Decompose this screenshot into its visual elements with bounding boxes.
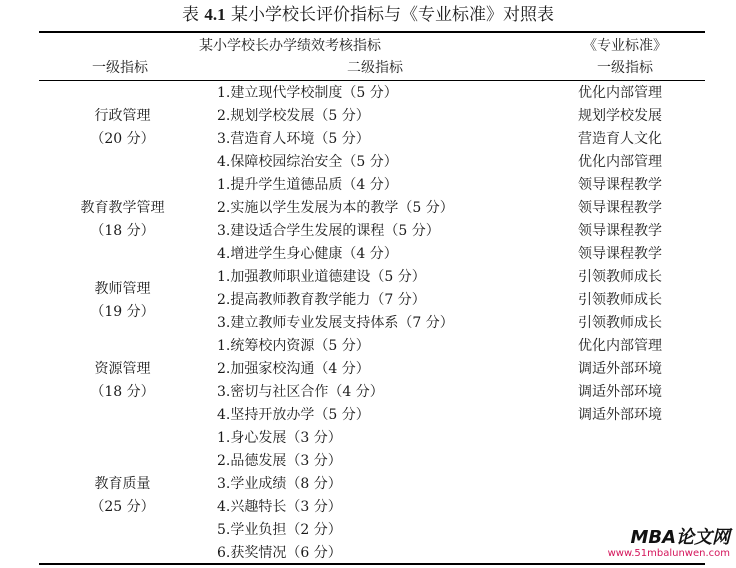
table-caption <box>0 4 736 26</box>
standard-indicator: 优化内部管理 <box>578 154 662 170</box>
primary-indicator-score: （19 分） <box>90 303 155 320</box>
primary-indicator-name: 教师管理 <box>94 280 151 297</box>
secondary-indicator: 3.学业成绩（8 分） <box>217 476 342 492</box>
table-row <box>0 266 736 289</box>
watermark <box>608 528 730 560</box>
table-row <box>0 427 736 450</box>
table-row <box>0 243 736 266</box>
standard-indicator: 优化内部管理 <box>578 85 662 101</box>
bottom-rule <box>39 563 705 565</box>
table-row <box>0 174 736 197</box>
primary-indicator-name: 教育质量 <box>94 476 151 492</box>
secondary-indicator: 1.身心发展（3 分） <box>217 430 342 446</box>
watermark-url: www.51mbalunwen.com <box>607 548 730 559</box>
secondary-indicator: 2.规划学校发展（5 分） <box>217 108 370 124</box>
caption-prefix: 表 <box>181 5 205 25</box>
secondary-indicator: 3.密切与社区合作（4 分） <box>217 384 384 400</box>
header-standard-level1: 一级指标 <box>597 60 653 76</box>
indicator-table-body <box>0 82 736 565</box>
header-level1: 一级指标 <box>92 60 148 76</box>
secondary-indicator: 4.保障校园综治安全（5 分） <box>217 154 398 170</box>
table-row <box>0 335 736 358</box>
table-row <box>0 82 736 105</box>
header-standard-title: 《专业标准》 <box>583 38 667 54</box>
primary-indicator-score: （20 分） <box>90 131 155 147</box>
secondary-indicator: 1.提升学生道德品质（4 分） <box>217 177 398 193</box>
secondary-indicator: 2.品德发展（3 分） <box>217 453 342 469</box>
standard-indicator: 调适外部环境 <box>578 384 662 400</box>
primary-indicator-name: 行政管理 <box>94 108 151 124</box>
table-row <box>0 197 736 220</box>
secondary-indicator: 4.坚持开放办学（5 分） <box>217 407 370 423</box>
secondary-indicator: 1.统筹校内资源（5 分） <box>217 338 370 354</box>
table-row <box>0 381 736 404</box>
secondary-indicator: 3.建立教师专业发展支持体系（7 分） <box>217 315 454 331</box>
caption-number: 4.1 <box>204 5 226 24</box>
standard-indicator: 调适外部环境 <box>578 407 662 423</box>
secondary-indicator: 3.建设适合学生发展的课程（5 分） <box>217 223 440 239</box>
secondary-indicator: 2.加强家校沟通（4 分） <box>217 361 370 377</box>
table-row <box>0 404 736 427</box>
standard-indicator: 领导课程教学 <box>578 223 662 239</box>
secondary-indicator: 1.加强教师职业道德建设（5 分） <box>217 269 426 285</box>
standard-indicator: 规划学校发展 <box>578 108 662 124</box>
table-row <box>0 450 736 473</box>
standard-indicator: 领导课程教学 <box>578 246 662 262</box>
secondary-indicator: 4.兴趣特长（3 分） <box>217 499 342 515</box>
primary-indicator-score: （25 分） <box>90 499 155 515</box>
table-row <box>0 312 736 335</box>
table-row <box>0 289 736 312</box>
secondary-indicator: 3.营造育人环境（5 分） <box>217 131 370 147</box>
standard-indicator: 领导课程教学 <box>578 177 662 193</box>
secondary-indicator: 5.学业负担（2 分） <box>217 522 342 538</box>
header-group-title: 某小学校长办学绩效考核指标 <box>199 38 381 54</box>
watermark-logo: MBA论文网 <box>630 527 730 548</box>
primary-indicator-score: （18 分） <box>90 223 155 239</box>
table-row <box>0 473 736 496</box>
primary-indicator-name: 资源管理 <box>94 361 151 377</box>
standard-indicator: 优化内部管理 <box>578 338 662 354</box>
header-level2: 二级指标 <box>347 60 403 76</box>
secondary-indicator: 6.获奖情况（6 分） <box>217 545 342 561</box>
standard-indicator: 引领教师成长 <box>578 315 662 331</box>
standard-indicator: 领导课程教学 <box>578 200 662 216</box>
standard-indicator: 调适外部环境 <box>578 361 662 377</box>
standard-indicator: 引领教师成长 <box>578 269 662 285</box>
primary-indicator-score: （18 分） <box>90 384 155 400</box>
table-row <box>0 105 736 128</box>
table-row <box>0 220 736 243</box>
standard-indicator: 营造育人文化 <box>578 131 662 147</box>
standard-indicator: 引领教师成长 <box>578 292 662 308</box>
table-row <box>0 128 736 151</box>
table-row <box>0 358 736 381</box>
caption-title: 某小学校长评价指标与《专业标准》对照表 <box>225 5 555 25</box>
table-row <box>0 496 736 519</box>
secondary-indicator: 2.提高教师教育教学能力（7 分） <box>217 292 426 308</box>
table-row <box>0 151 736 174</box>
primary-indicator-name: 教育教学管理 <box>80 200 165 216</box>
top-rule <box>39 31 705 33</box>
header-rule <box>39 80 705 81</box>
secondary-indicator: 4.增进学生身心健康（4 分） <box>217 246 398 262</box>
secondary-indicator: 2.实施以学生发展为本的教学（5 分） <box>217 200 454 216</box>
secondary-indicator: 1.建立现代学校制度（5 分） <box>217 85 398 101</box>
